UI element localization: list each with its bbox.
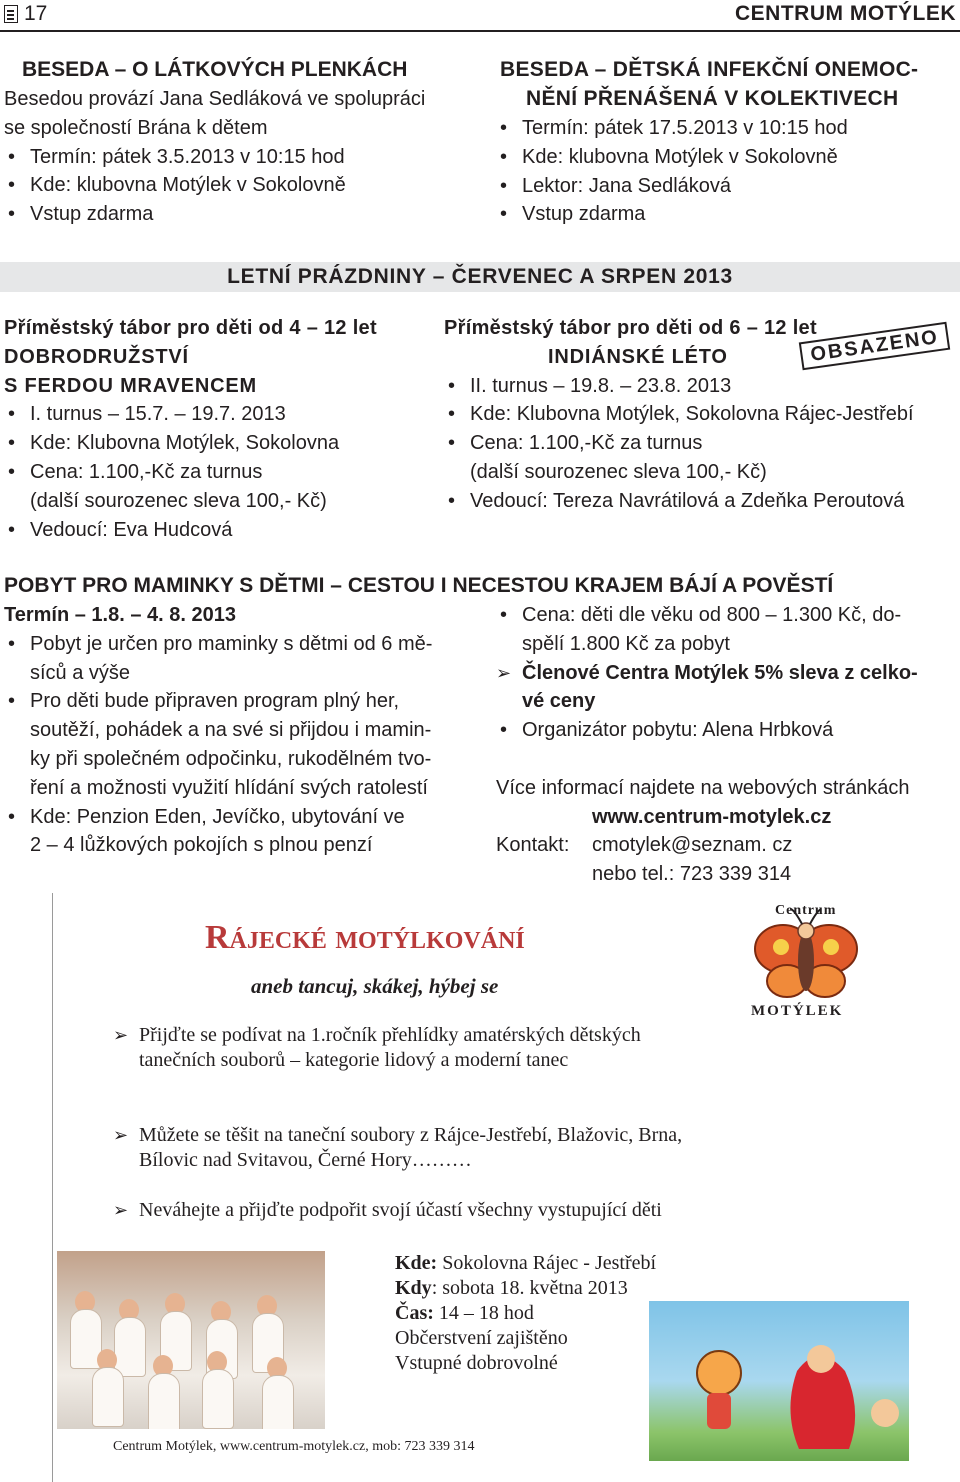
- page-number: 17: [24, 2, 48, 25]
- list-item: • Vstup zdarma: [496, 200, 848, 229]
- value: : sobota 18. května 2013: [431, 1277, 628, 1299]
- event-details: [395, 1251, 656, 1376]
- list-item: • Kde: Klubovna Motýlek, Sokolovna: [4, 429, 377, 458]
- stay-term: Termín – 1.8. – 4. 8. 2013: [4, 604, 236, 626]
- event-admission: Vstupné dobrovolné: [395, 1352, 558, 1374]
- list-item: • Vstup zdarma: [4, 200, 425, 229]
- list-item: • Termín: pátek 3.5.2013 v 10:15 hod: [4, 143, 425, 172]
- poster-bullet-line: tanečních souborů – kategorie lidový a moderní tanec: [139, 1049, 569, 1071]
- header-rule: [0, 30, 960, 32]
- logo-text-bottom: MOTÝLEK: [751, 1003, 844, 1019]
- header-title: CENTRUM MOTÝLEK: [735, 2, 956, 25]
- list-item-cont: ření a možnosti využití hlídání svých ratolestí: [30, 776, 428, 799]
- event-where: [395, 1251, 656, 1276]
- poster-subtitle: aneb tancuj, skákej, hýbej se: [251, 974, 499, 998]
- list-item: • Kde: klubovna Motýlek v Sokolovně: [4, 171, 425, 200]
- contact-email[interactable]: cmotylek@seznam. cz: [592, 834, 793, 857]
- list-item: • Kde: Penzion Eden, Jevíčko, ubytování ve: [4, 803, 432, 832]
- list-item-cont: vé ceny: [522, 690, 596, 713]
- list-item: • Cena: 1.100,-Kč za turnus: [4, 458, 377, 487]
- dance-poster: [52, 893, 913, 1482]
- children-photo: [57, 1251, 325, 1429]
- poster-bullet-line: ➢ Můžete se těšit na taneční soubory z Rájce-Jestřebí, Blažovic, Brna,: [113, 1123, 682, 1148]
- value: 14 – 18 hod: [433, 1302, 534, 1324]
- beseda-plenky-body: [4, 85, 425, 229]
- cartoon-characters-icon: [649, 1301, 909, 1461]
- event-when: [395, 1276, 656, 1301]
- list-item: • Pro děti bude připraven program plný her,: [4, 687, 432, 716]
- camp-2-heading: Příměstský tábor pro děti od 6 – 12 let: [444, 317, 817, 339]
- list-item-cont: ky při společném odpočinku, rukodělném tvo-: [30, 747, 432, 770]
- poster-bullet-line: Bílovic nad Svitavou, Černé Hory………: [139, 1149, 472, 1171]
- value: Sokolovna Rájec - Jestřebí: [437, 1252, 657, 1274]
- list-item: • Organizátor pobytu: Alena Hrbková: [496, 716, 918, 745]
- poster-footer: Centrum Motýlek, www.centrum-motylek.cz, mob: 723 339 314: [113, 1439, 475, 1454]
- beseda-plenky-title: BESEDA – O LÁTKOVÝCH PLENKÁCH: [22, 58, 408, 81]
- list-item-cont: 2 – 4 lůžkových pokojích s plnou penzí: [30, 834, 373, 857]
- list-item: • II. turnus – 19.8. – 23.8. 2013: [444, 372, 914, 401]
- poster-bullet-line: ➢ Přijďte se podívat na 1.ročník přehlídky amatérských dětských: [113, 1023, 641, 1048]
- contact-line: [496, 831, 918, 860]
- list-item-cont: síců a výše: [30, 661, 131, 684]
- list-item-cont: soutěží, pohádek a na své si přijdou i mamin-: [30, 719, 432, 742]
- poster-bullet: [113, 1023, 641, 1073]
- list-item: • Vedoucí: Tereza Navrátilová a Zdeňka Peroutová: [444, 487, 914, 516]
- sold-out-stamp: OBSAZENO: [799, 322, 951, 371]
- list-item: • Pobyt je určen pro maminky s dětmi od 6 mě-: [4, 630, 432, 659]
- list-item: ➢ Členové Centra Motýlek 5% sleva z celko-: [496, 659, 918, 688]
- event-time: [395, 1301, 656, 1326]
- camp-2-name: INDIÁNSKÉ LÉTO: [548, 345, 728, 368]
- title-line: BESEDA – DĚTSKÁ INFEKČNÍ ONEMOC-: [500, 58, 919, 81]
- page-icon: [4, 5, 18, 23]
- summer-banner: LETNÍ PRÁZDNINY – ČERVENEC A SRPEN 2013: [0, 262, 960, 292]
- list-item: • Termín: pátek 17.5.2013 v 10:15 hod: [496, 114, 848, 143]
- beseda-infekce-title: [500, 56, 918, 114]
- page-header: [0, 0, 960, 34]
- poster-bullet: [113, 1123, 682, 1173]
- poster-bullet-line: ➢ Neváhejte a přijďte podpořit svojí účastí všechny vystupující děti: [113, 1198, 662, 1223]
- contact-label: Kontakt:: [496, 834, 570, 857]
- beseda-plenky-intro-line: Besedou provází Jana Sedláková ve spolupráci: [4, 88, 426, 110]
- beseda-plenky-intro-line: se společností Brána k dětem: [4, 116, 268, 139]
- beseda-infekce-body: [496, 114, 848, 229]
- stay-right: [496, 601, 918, 889]
- list-item: • Vedoucí: Eva Hudcová: [4, 516, 377, 545]
- camp-1-note: (další sourozenec sleva 100,- Kč): [30, 489, 327, 512]
- centrum-motylek-logo: [745, 897, 867, 1025]
- cartoon-image: [649, 1301, 909, 1461]
- list-item: • Cena: děti dle věku od 800 – 1.300 Kč, do-: [496, 601, 918, 630]
- label: Kdy: [395, 1277, 432, 1299]
- label: Čas:: [395, 1302, 434, 1324]
- beseda-plenky-section: [22, 56, 407, 85]
- more-info-text: Více informací najdete na webových stránkách: [496, 776, 910, 799]
- camp-1-name: S FERDOU MRAVENCEM: [4, 374, 257, 397]
- camp-1-heading: Příměstský tábor pro děti od 4 – 12 let: [4, 317, 377, 339]
- camp-1-name: DOBRODRUŽSTVÍ: [4, 345, 189, 368]
- list-item-cont: spělí 1.800 Kč za pobyt: [522, 632, 730, 655]
- stay-title: POBYT PRO MAMINKY S DĚTMI – CESTOU I NECESTOU KRAJEM BÁJÍ A POVĚSTÍ: [4, 574, 834, 597]
- website-link[interactable]: www.centrum-motylek.cz: [592, 805, 832, 828]
- logo-text-top: Centrum: [775, 903, 837, 918]
- list-item: • Cena: 1.100,-Kč za turnus: [444, 429, 914, 458]
- list-item: • Kde: klubovna Motýlek v Sokolovně: [496, 143, 848, 172]
- camp-1: [4, 314, 377, 544]
- poster-bullet: [113, 1198, 662, 1223]
- title-line: NĚNÍ PŘENÁŠENÁ V KOLEKTIVECH: [526, 86, 899, 110]
- contact-phone: nebo tel.: 723 339 314: [592, 863, 792, 886]
- camp-2-note: (další sourozenec sleva 100,- Kč): [470, 460, 767, 483]
- list-item: • Kde: Klubovna Motýlek, Sokolovna Rájec-Jestřebí: [444, 400, 914, 429]
- list-item: • I. turnus – 15.7. – 19.7. 2013: [4, 400, 377, 429]
- poster-title: Rájecké motýlkování: [205, 919, 525, 956]
- list-item: • Lektor: Jana Sedláková: [496, 172, 848, 201]
- stay-left: [4, 601, 432, 860]
- event-refreshments: Občerstvení zajištěno: [395, 1327, 568, 1349]
- label: Kde:: [395, 1252, 438, 1274]
